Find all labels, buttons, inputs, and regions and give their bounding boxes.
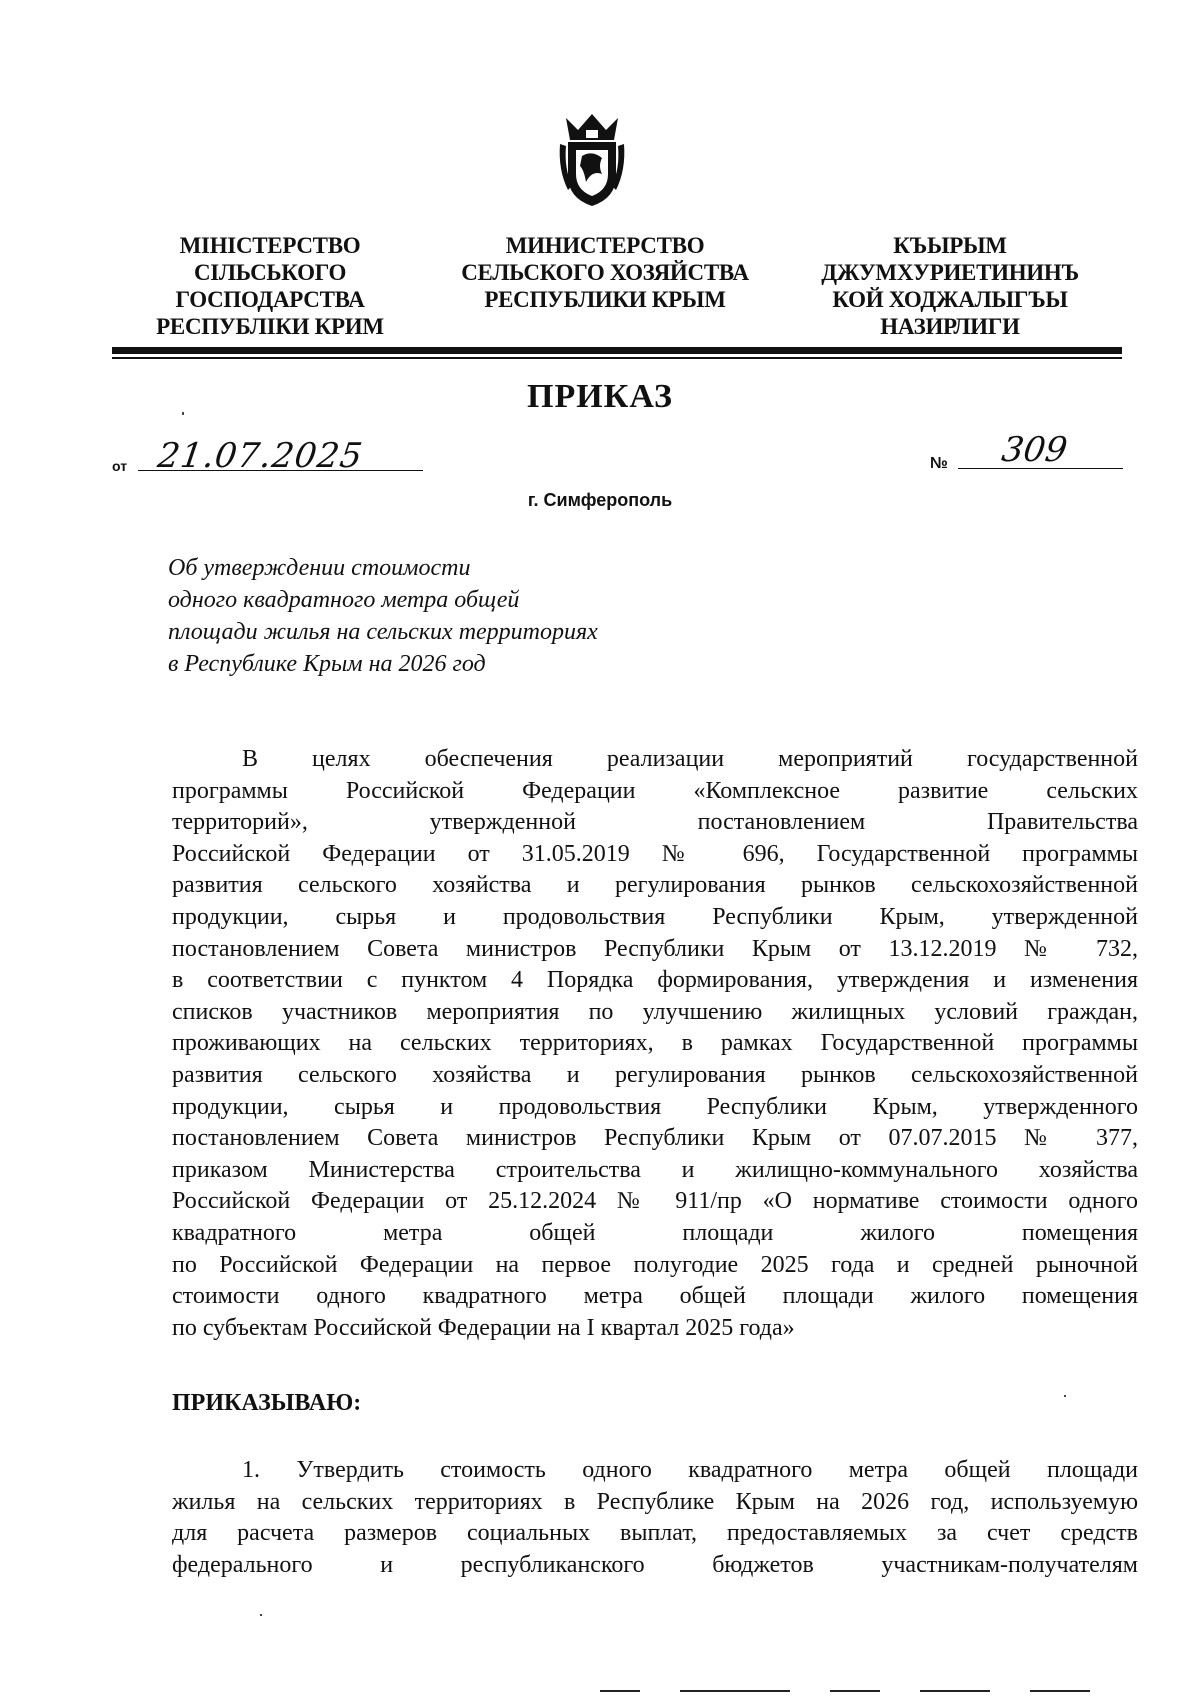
header-line: ДЖУМХУРИЕТИНИНЪ: [821, 260, 1079, 285]
subject-line: площади жилья на сельских территориях: [168, 619, 598, 645]
subject-line: Об утверждении стоимости: [168, 555, 471, 581]
header-line: КОЙ ХОДЖАЛЫГЪЫ: [832, 287, 1068, 312]
header-line: МИНИСТЕРСТВО: [505, 233, 705, 258]
header-line: СЕЛЬСКОГО ХОЗЯЙСТВА: [461, 260, 749, 285]
text-line: федерального и республиканского бюджетов участникам-получателям: [172, 1551, 1138, 1578]
scan-speck: [1064, 1395, 1066, 1397]
handwritten-number: 309: [999, 430, 1070, 470]
text-line: по Российской Федерации на первое полугодие 2025 года и средней рыночной: [172, 1251, 1138, 1278]
ordering-heading: ПРИКАЗЫВАЮ:: [172, 1390, 362, 1416]
header-divider-thick: [112, 347, 1122, 354]
text-line: Российской Федерации от 25.12.2024 № 911/пр «О нормативе стоимости одного: [172, 1188, 1138, 1215]
document-title: ПРИКАЗ: [527, 378, 673, 415]
header-ukrainian: [140, 232, 400, 340]
text-line: постановлением Совета министров Республики Крым от 07.07.2015 № 377,: [172, 1125, 1138, 1152]
header-line: ГОСПОДАРСТВА: [175, 287, 365, 312]
header-line: СІЛЬСЬКОГО: [193, 260, 347, 285]
city-line: г. Симферополь: [527, 490, 673, 510]
text-line: жилья на сельских территориях в Республике Крым на 2026 год, используемую: [172, 1488, 1138, 1515]
header-line: РЕСПУБЛИКИ КРЫМ: [484, 287, 726, 312]
header-crimean-tatar: [800, 232, 1100, 340]
header-russian: [440, 232, 770, 313]
preamble-paragraph: [172, 744, 1138, 1344]
text-line: списков участников мероприятия по улучшению жилищных условий граждан,: [172, 998, 1138, 1025]
header-divider-thin: [112, 357, 1122, 359]
text-line: по субъектам Российской Федерации на I квартал 2025 года»: [172, 1314, 795, 1341]
text-line: программы Российской Федерации «Комплексное развитие сельских: [172, 777, 1138, 804]
text-line: продукции, сырья и продовольствия Республики Крым, утвержденного: [172, 1093, 1138, 1120]
text-line: в соответствии с пунктом 4 Порядка формирования, утверждения и изменения: [172, 967, 1138, 994]
header-line: МІНІСТЕРСТВО: [179, 233, 361, 258]
text-line: развития сельского хозяйства и регулирования рынков сельскохозяйственной: [172, 1061, 1138, 1088]
text-line: развития сельского хозяйства и регулирования рынков сельскохозяйственной: [172, 872, 1138, 899]
subject-line: в Республике Крым на 2026 год: [168, 651, 486, 677]
text-line: Российской Федерации от 31.05.2019 № 696, Государственной программы: [172, 840, 1138, 867]
text-line: постановлением Совета министров Республики Крым от 13.12.2019 № 732,: [172, 935, 1138, 962]
text-line: квадратного метра общей площади жилого помещения: [172, 1219, 1138, 1246]
text-line: продукции, сырья и продовольствия Республики Крым, утвержденной: [172, 903, 1138, 930]
text-line: территорий», утвержденной постановлением Правительства: [172, 809, 1138, 836]
text-line: проживающих на сельских территориях, в рамках Государственной программы: [172, 1030, 1138, 1057]
text-line: В целях обеспечения реализации мероприятий государственной: [242, 746, 1138, 772]
number-label: №: [930, 455, 948, 472]
text-line: 1. Утвердить стоимость одного квадратного метра общей площади: [242, 1457, 1138, 1483]
handwritten-date: 21.07.2025: [155, 436, 366, 476]
date-label: от: [112, 458, 128, 474]
scan-footer-marks: [600, 1690, 1120, 1693]
scan-speck: [182, 412, 184, 415]
text-line: для расчета размеров социальных выплат, предоставляемых за счет средств: [172, 1520, 1138, 1547]
scan-speck: [260, 1614, 262, 1616]
header-line: РЕСПУБЛІКИ КРИМ: [156, 314, 384, 339]
text-line: приказом Министерства строительства и жилищно-коммунального хозяйства: [172, 1156, 1138, 1183]
header-line: НАЗИРЛИГИ: [880, 314, 1020, 339]
subject-line: одного квадратного метра общей: [168, 587, 520, 613]
header-line: КЪЫРЫМ: [893, 233, 1007, 258]
item-1-paragraph: [172, 1455, 1138, 1581]
crimea-coat-of-arms-icon: [556, 110, 628, 210]
text-line: стоимости одного квадратного метра общей площади жилого помещения: [172, 1283, 1138, 1310]
order-subject: [168, 552, 598, 680]
